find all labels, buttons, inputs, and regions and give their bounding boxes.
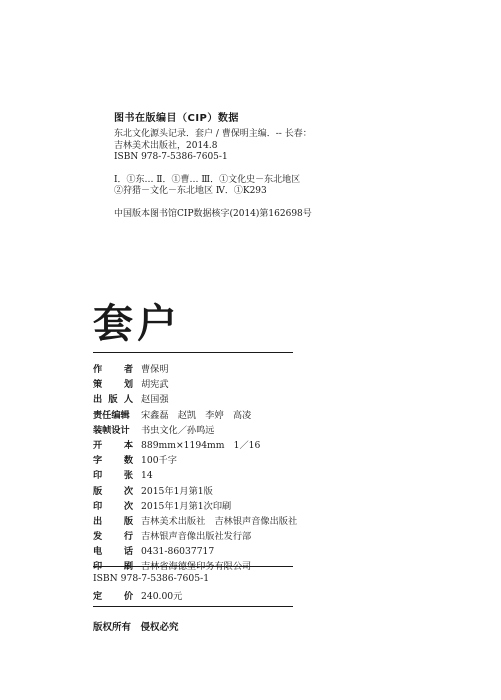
- cip-spacer: [114, 198, 404, 209]
- detail-label: [93, 437, 133, 451]
- detail-row: [93, 437, 353, 452]
- detail-label-char: 印: [93, 561, 103, 573]
- detail-label-char: 次: [123, 500, 133, 512]
- detail-label: 装帧设计: [93, 424, 130, 436]
- detail-value: 吉林银声音像出版社发行部: [141, 531, 252, 543]
- detail-label-char: 电: [93, 546, 103, 558]
- detail-value: 889mm×1194mm 1／16: [141, 439, 261, 451]
- detail-label-char: 刷: [123, 561, 133, 573]
- detail-label: [93, 483, 133, 497]
- detail-label-char: 印: [93, 500, 103, 512]
- price-value: 240.00元: [141, 591, 183, 603]
- detail-row: [93, 528, 353, 543]
- detail-label: 责任编辑: [93, 409, 130, 421]
- detail-value: 14: [141, 470, 153, 482]
- cip-line: 东北文化源头记录．套户 / 曹保明主编．-- 长春：: [114, 129, 312, 139]
- price-label-char: 定: [93, 591, 103, 603]
- detail-label-char: 发: [93, 531, 103, 543]
- cip-line: 吉林美术出版社，2014.8: [114, 140, 218, 151]
- cip-spacer: [114, 164, 404, 175]
- cip-line: ②狩猎－文化－东北地区 Ⅳ．①K293: [114, 186, 267, 196]
- detail-label-char: 印: [93, 470, 103, 482]
- detail-value: 2015年1月第1版: [141, 485, 213, 497]
- detail-row: [93, 422, 353, 437]
- divider: [93, 566, 293, 567]
- detail-row: [93, 543, 353, 558]
- isbn-number: ISBN 978-7-5386-7605-1: [93, 573, 210, 584]
- price-label: [93, 588, 133, 602]
- detail-value: 曹保明: [141, 364, 169, 375]
- detail-value: 2015年1月第1次印刷: [141, 500, 232, 512]
- detail-label-char: 策: [93, 379, 103, 391]
- detail-label-char: 话: [123, 546, 133, 558]
- detail-label-char: 出: [93, 394, 103, 406]
- detail-label: [93, 361, 133, 375]
- detail-value: 书虫文化／孙鸣远: [141, 424, 215, 436]
- detail-label-char: 行: [123, 531, 133, 543]
- divider: [93, 606, 293, 607]
- detail-label-char: 版: [93, 485, 103, 497]
- detail-label: [93, 543, 133, 557]
- detail-value: 0431-86037717: [141, 546, 215, 558]
- detail-label: [93, 528, 133, 542]
- detail-row: [93, 483, 353, 498]
- price-label-char: 价: [123, 591, 133, 603]
- detail-value: 宋鑫磊 赵凯 李婷 高凌: [141, 409, 252, 421]
- detail-row: [93, 376, 353, 391]
- detail-label: [93, 498, 133, 512]
- detail-label-char: 版: [108, 394, 118, 406]
- isbn-block: [93, 573, 353, 603]
- divider: [93, 352, 293, 353]
- detail-label: [93, 376, 133, 390]
- detail-value: 赵国强: [141, 394, 169, 406]
- isbn-row: [93, 573, 353, 588]
- cip-line: Ⅰ．①东… Ⅱ．①曹… Ⅲ．①文化史－东北地区: [114, 174, 301, 185]
- cip-line: 中国版本图书馆CIP数据核字(2014)第162698号: [114, 208, 312, 219]
- detail-label-char: 次: [123, 485, 133, 497]
- detail-label-char: 本: [123, 439, 133, 451]
- detail-label-char: 版: [123, 515, 133, 527]
- detail-row: [93, 467, 353, 482]
- detail-label-char: 出: [93, 515, 103, 527]
- detail-row: [93, 391, 353, 406]
- detail-label: [93, 467, 133, 481]
- detail-label-char: 数: [123, 455, 133, 467]
- detail-label-char: 张: [123, 470, 133, 482]
- detail-value: 100千字: [141, 455, 177, 467]
- book-title: 套户: [93, 300, 181, 347]
- cip-record: [114, 129, 404, 220]
- detail-label: [93, 452, 133, 466]
- detail-label-char: 字: [93, 455, 103, 467]
- cip-heading: 图书在版编目（CIP）数据: [114, 113, 239, 124]
- detail-row: [93, 361, 353, 376]
- detail-value: 吉林美术出版社 吉林银声音像出版社: [141, 515, 298, 527]
- publication-details: [93, 361, 353, 574]
- detail-row: [93, 498, 353, 513]
- detail-label-char: 作: [93, 364, 103, 375]
- detail-label-char: 开: [93, 439, 103, 451]
- detail-label-char: 划: [123, 379, 133, 391]
- price-row: [93, 588, 353, 603]
- cip-line: ISBN 978-7-5386-7605-1: [114, 152, 228, 162]
- detail-value: 胡宪武: [141, 379, 169, 391]
- detail-value: 吉林省海德堡印务有限公司: [141, 561, 252, 573]
- detail-label: [93, 513, 133, 527]
- detail-label: [93, 391, 133, 405]
- detail-label-char: 人: [123, 394, 133, 406]
- detail-row: [93, 407, 353, 422]
- detail-label-char: 者: [123, 364, 133, 375]
- detail-row: [93, 452, 353, 467]
- copyright-notice: 版权所有 侵权必究: [93, 622, 179, 633]
- detail-row: [93, 513, 353, 528]
